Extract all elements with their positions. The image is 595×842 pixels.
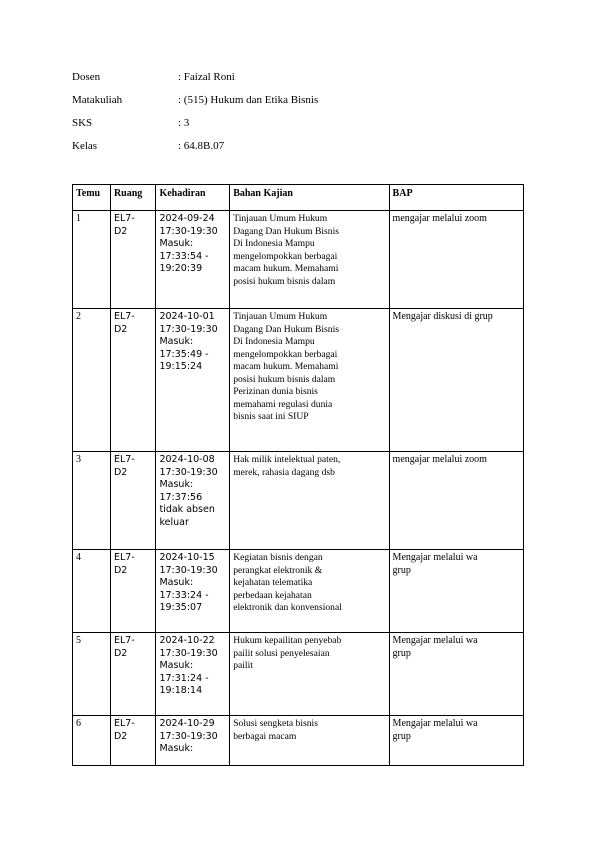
cell-kehadiran <box>156 211 230 309</box>
bahan-line: kejahatan telematika <box>233 577 313 588</box>
table-row <box>73 716 524 766</box>
kehadiran-line: 2024-10-22 <box>159 635 215 646</box>
kehadiran-line: 2024-10-29 <box>159 718 215 729</box>
table-row <box>73 452 524 550</box>
bahan-line: merek, rahasia dagang dsb <box>233 466 335 478</box>
table-header-row <box>73 185 524 211</box>
kehadiran-line: 19:15:24 <box>159 361 203 372</box>
table-row <box>73 309 524 452</box>
info-value: : Faizal Roni <box>178 71 235 83</box>
kehadiran-line: tidak absen <box>159 504 215 515</box>
ruang-line: EL7- <box>113 552 135 563</box>
cell-temu: 1 <box>73 211 111 309</box>
ruang-line: EL7- <box>113 635 135 646</box>
kehadiran-line: Masuk: <box>159 660 194 671</box>
bahan-line: Di Indonesia Mampu <box>233 238 315 249</box>
bahan-line: Hukum kepailitan penyebab <box>233 635 342 646</box>
header-kehadiran: Kehadiran <box>156 185 230 211</box>
kehadiran-line: Masuk: <box>159 743 194 754</box>
bahan-line: perbedaan kejahatan <box>233 589 312 601</box>
kehadiran-line: Masuk: <box>159 479 194 490</box>
bap-line: grup <box>392 647 411 659</box>
ruang-line: D2 <box>113 466 128 478</box>
cell-kehadiran <box>156 309 230 452</box>
info-label: SKS <box>72 117 93 129</box>
bahan-line: Kegiatan bisnis dengan <box>233 552 323 563</box>
kehadiran-line: Masuk: <box>159 336 194 347</box>
table-row <box>73 550 524 633</box>
info-value: : 3 <box>178 117 190 129</box>
ruang-line: D2 <box>113 730 128 742</box>
info-row-dosen <box>72 70 372 93</box>
kehadiran-line: Masuk: <box>159 577 194 588</box>
bahan-line: mengelompokkan berbagai <box>233 348 338 360</box>
info-label: Kelas <box>72 140 98 152</box>
kehadiran-line: 2024-10-08 <box>159 454 215 465</box>
cell-ruang <box>110 211 156 309</box>
bap-line: Mengajar diskusi di grup <box>392 311 493 322</box>
cell-ruang <box>110 452 156 550</box>
bahan-line: macam hukum. Memahami <box>233 361 339 372</box>
kehadiran-line: 17:33:24 - <box>159 589 209 601</box>
cell-kehadiran <box>156 452 230 550</box>
cell-kehadiran <box>156 716 230 766</box>
kehadiran-line: keluar <box>159 516 189 528</box>
bahan-line: Dagang Dan Hukum Bisnis <box>233 225 339 237</box>
kehadiran-line: 19:20:39 <box>159 263 203 274</box>
kehadiran-line: 17:30-19:30 <box>159 466 218 478</box>
bahan-line: pailit <box>233 660 253 671</box>
kehadiran-line: 17:30-19:30 <box>159 647 218 659</box>
cell-bahan-kajian <box>230 309 389 452</box>
kehadiran-line: 17:30-19:30 <box>159 225 218 237</box>
attendance-table <box>72 184 524 766</box>
bahan-line: Di Indonesia Mampu <box>233 336 315 347</box>
ruang-line: EL7- <box>113 213 135 224</box>
cell-temu: 5 <box>73 633 111 716</box>
cell-temu: 3 <box>73 452 111 550</box>
header-bap: BAP <box>389 185 523 211</box>
bahan-line: perangkat elektronik & <box>233 564 323 576</box>
ruang-line: D2 <box>113 225 128 237</box>
cell-kehadiran <box>156 550 230 633</box>
cell-bahan-kajian <box>230 716 389 766</box>
bahan-line: Solusi sengketa bisnis <box>233 718 318 729</box>
kehadiran-line: 17:37:56 <box>159 491 203 503</box>
kehadiran-line: 17:35:49 - <box>159 348 209 360</box>
course-info <box>72 70 372 162</box>
kehadiran-line: 17:30-19:30 <box>159 323 218 335</box>
cell-temu: 4 <box>73 550 111 633</box>
bahan-line: mengelompokkan berbagai <box>233 250 338 262</box>
bahan-line: macam hukum. Memahami <box>233 263 339 274</box>
table-row <box>73 211 524 309</box>
bahan-line: elektronik dan konvensional <box>233 602 342 613</box>
bap-line: mengajar melalui zoom <box>392 213 487 224</box>
ruang-line: D2 <box>113 647 128 659</box>
bahan-line: bisnis saat ini SIUP <box>233 411 309 422</box>
cell-bahan-kajian <box>230 452 389 550</box>
bahan-line: pailit solusi penyelesaian <box>233 647 330 659</box>
ruang-line: EL7- <box>113 454 135 465</box>
table-row <box>73 633 524 716</box>
info-label: Dosen <box>72 71 101 83</box>
table-body <box>73 211 524 766</box>
kehadiran-line: 17:30-19:30 <box>159 564 218 576</box>
info-label: Matakuliah <box>72 94 123 106</box>
cell-bap <box>389 550 523 633</box>
cell-bahan-kajian <box>230 550 389 633</box>
bap-line: grup <box>392 730 411 742</box>
kehadiran-line: 19:35:07 <box>159 602 203 613</box>
cell-kehadiran <box>156 633 230 716</box>
info-row-sks <box>72 116 372 139</box>
info-row-kelas <box>72 139 372 162</box>
bahan-line: Tinjauan Umum Hukum <box>233 213 328 224</box>
cell-bap <box>389 633 523 716</box>
kehadiran-line: 17:33:54 - <box>159 250 209 262</box>
bahan-line: memahami regulasi dunia <box>233 398 333 410</box>
bahan-line: posisi hukum bisnis dalam <box>233 275 336 287</box>
cell-bap <box>389 309 523 452</box>
bahan-line: Dagang Dan Hukum Bisnis <box>233 323 339 335</box>
cell-bap <box>389 452 523 550</box>
bap-line: Mengajar melalui wa <box>392 718 478 729</box>
bap-line: mengajar melalui zoom <box>392 454 487 465</box>
ruang-line: EL7- <box>113 311 135 322</box>
cell-bap <box>389 211 523 309</box>
cell-ruang <box>110 309 156 452</box>
bap-line: Mengajar melalui wa <box>392 552 478 563</box>
cell-temu: 2 <box>73 309 111 452</box>
cell-bap <box>389 716 523 766</box>
info-value: : (515) Hukum dan Etika Bisnis <box>178 94 319 106</box>
info-value: : 64.8B.07 <box>178 140 225 152</box>
ruang-line: D2 <box>113 323 128 335</box>
cell-bahan-kajian <box>230 633 389 716</box>
bap-line: grup <box>392 564 411 576</box>
kehadiran-line: 2024-10-01 <box>159 311 215 322</box>
ruang-line: D2 <box>113 564 128 576</box>
bahan-line: Perizinan dunia bisnis <box>233 386 318 397</box>
cell-ruang <box>110 716 156 766</box>
header-temu: Temu <box>73 185 111 211</box>
ruang-line: EL7- <box>113 718 135 729</box>
cell-temu: 6 <box>73 716 111 766</box>
header-ruang: Ruang <box>110 185 156 211</box>
bahan-line: posisi hukum bisnis dalam <box>233 373 336 385</box>
bahan-line: Tinjauan Umum Hukum <box>233 311 328 322</box>
bahan-line: Hak milik intelektual paten, <box>233 454 341 465</box>
kehadiran-line: 17:31:24 - <box>159 672 209 684</box>
info-row-matakuliah <box>72 93 372 116</box>
kehadiran-line: 19:18:14 <box>159 685 203 696</box>
bahan-line: berbagai macam <box>233 730 297 742</box>
kehadiran-line: Masuk: <box>159 238 194 249</box>
cell-ruang <box>110 633 156 716</box>
kehadiran-line: 2024-10-15 <box>159 552 215 563</box>
kehadiran-line: 17:30-19:30 <box>159 730 218 742</box>
kehadiran-line: 2024-09-24 <box>159 213 215 224</box>
cell-ruang <box>110 550 156 633</box>
bap-line: Mengajar melalui wa <box>392 635 478 646</box>
header-bahan-kajian: Bahan Kajian <box>230 185 389 211</box>
cell-bahan-kajian <box>230 211 389 309</box>
